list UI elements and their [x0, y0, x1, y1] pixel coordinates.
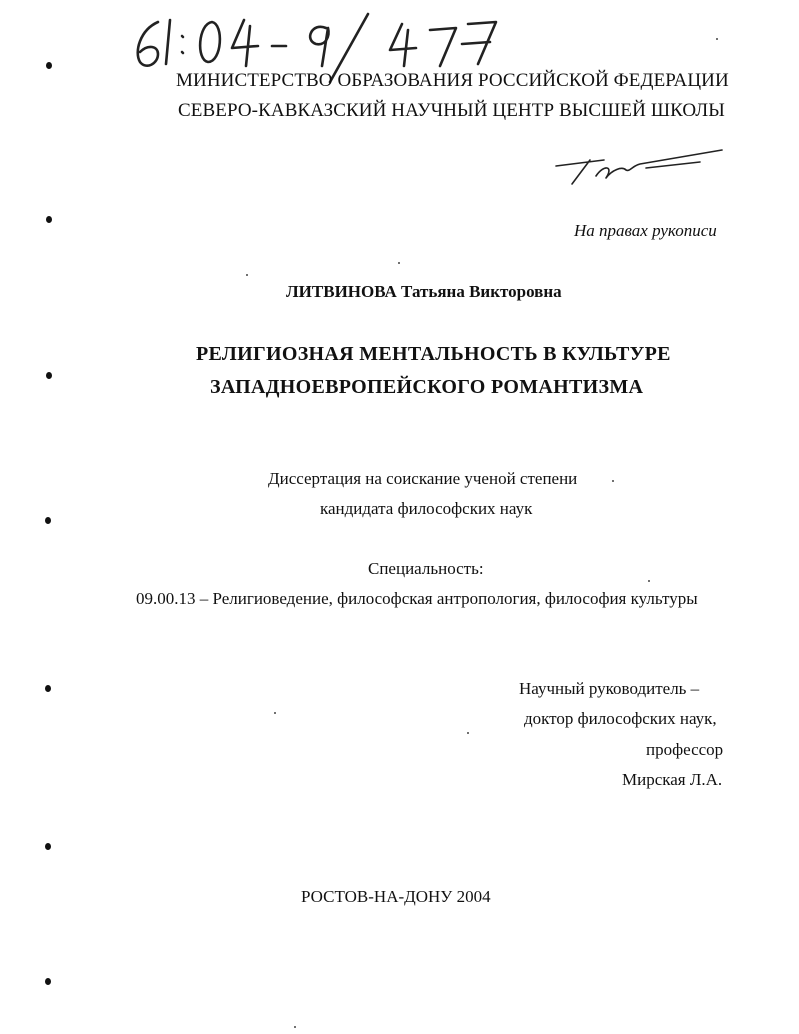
author-name: ЛИТВИНОВА Татьяна Викторовна — [286, 282, 562, 301]
stamp-glyph — [232, 20, 258, 66]
supervisor-label: Научный руководитель – — [519, 679, 700, 698]
signature-stroke — [556, 160, 604, 184]
binding-hole — [46, 372, 52, 379]
scan-speck — [294, 1026, 296, 1028]
manuscript-rights-note: На правах рукописи — [574, 221, 717, 240]
stamp-glyph — [200, 22, 220, 62]
binding-hole — [45, 978, 51, 985]
specialty-value: 09.00.13 – Религиоведение, философская антропология, философия культуры — [136, 589, 698, 608]
stamp-glyph — [462, 22, 496, 64]
degree-line-1: Диссертация на соискание ученой степени — [268, 469, 578, 488]
binding-hole — [45, 685, 51, 692]
stamp-glyph — [138, 22, 158, 66]
scan-speck — [246, 274, 248, 276]
signature-stroke — [646, 162, 700, 168]
stamp-glyph — [390, 24, 416, 66]
scan-speck — [716, 38, 718, 40]
binding-hole — [45, 843, 51, 850]
stamp-glyph — [430, 28, 456, 66]
stamp-glyph — [182, 36, 183, 53]
scan-speck — [467, 732, 469, 734]
city-year: РОСТОВ-НА-ДОНУ 2004 — [301, 887, 491, 906]
supervisor-degree: доктор философских наук, — [524, 709, 717, 728]
degree-line-2: кандидата философских наук — [320, 499, 533, 518]
specialty-label: Специальность: — [368, 559, 484, 578]
scan-speck — [612, 480, 614, 482]
title-line-2: ЗАПАДНОЕВРОПЕЙСКОГО РОМАНТИЗМА — [210, 376, 644, 398]
stamp-glyph — [166, 20, 170, 64]
signature-stroke — [596, 150, 722, 178]
supervisor-title: профессор — [646, 740, 724, 759]
binding-hole — [45, 517, 51, 524]
title-line-1: РЕЛИГИОЗНАЯ МЕНТАЛЬНОСТЬ В КУЛЬТУРЕ — [196, 343, 671, 365]
scan-speck — [398, 262, 400, 264]
scan-speck — [274, 712, 276, 714]
stamp-glyph — [310, 27, 328, 66]
binding-hole — [46, 216, 52, 223]
scan-speck — [648, 580, 650, 582]
research-center-heading: СЕВЕРО-КАВКАЗСКИЙ НАУЧНЫЙ ЦЕНТР ВЫСШЕЙ ШКОЛЫ — [178, 100, 725, 121]
binding-hole — [46, 62, 52, 69]
ministry-heading: МИНИСТЕРСТВО ОБРАЗОВАНИЯ РОССИЙСКОЙ ФЕДЕРАЦИИ — [176, 70, 729, 91]
supervisor-name: Мирская Л.А. — [622, 770, 723, 789]
